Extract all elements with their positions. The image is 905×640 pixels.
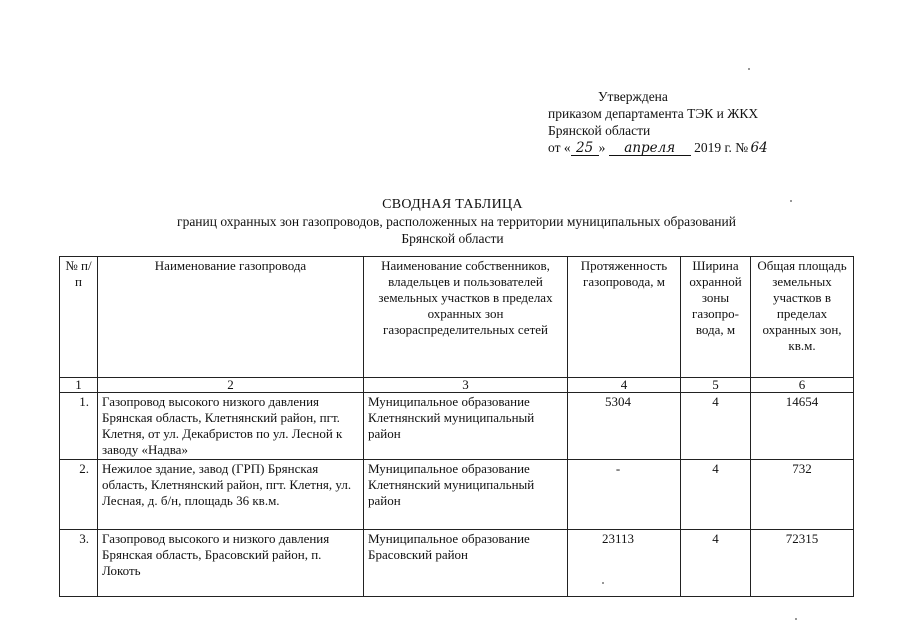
table-row	[60, 393, 854, 460]
row-owner: Муниципальное образование Брасовский район	[364, 530, 568, 597]
row-number: 3.	[60, 530, 98, 597]
row-length: -	[568, 460, 681, 530]
approval-order: приказом департамента ТЭК и ЖКХ	[548, 106, 759, 121]
approval-title: Утверждена	[598, 89, 668, 104]
table-row	[60, 530, 854, 597]
document-title: СВОДНАЯ ТАБЛИЦА	[382, 197, 523, 212]
approval-block	[548, 88, 770, 156]
header-length: Протяженность газопровода, м	[568, 257, 681, 378]
scan-speck	[602, 582, 604, 584]
row-area: 14654	[751, 393, 854, 460]
row-zone-width: 4	[681, 460, 751, 530]
handwritten-number: 64	[750, 140, 768, 156]
document-subtitle: границ охранных зон газопроводов, расположенных на территории муниципальных образований	[177, 214, 736, 229]
row-length: 23113	[568, 530, 681, 597]
row-length: 5304	[568, 393, 681, 460]
quote-close: »	[598, 140, 606, 155]
row-area: 732	[751, 460, 854, 530]
header-total-area: Общая площадь земельных участков в пределах охранных зон, кв.м.	[751, 257, 854, 378]
column-number: 5	[681, 378, 751, 393]
row-pipeline-name: Газопровод высокого низкого давления Брянская область, Клетнянский район, пгт. Клетня, от ул. Декабристов по ул. Лесной к заводу «Надва»	[98, 393, 364, 460]
document-title-block	[0, 196, 905, 247]
scan-speck	[790, 200, 792, 202]
approval-region: Брянской области	[548, 123, 651, 138]
column-number: 2	[98, 378, 364, 393]
header-zone-width: Ширина охранной зоны газопро-вода, м	[681, 257, 751, 378]
table-header-row	[60, 257, 854, 378]
date-prefix: от «	[548, 140, 571, 155]
row-number: 1.	[60, 393, 98, 460]
approval-date-line	[548, 139, 770, 156]
row-pipeline-name: Нежилое здание, завод (ГРП) Брянская область, Клетнянский район, пгт. Клетня, ул. Лесная, д. б/н, площадь 36 кв.м.	[98, 460, 364, 530]
row-owner: Муниципальное образование Клетнянский муниципальный район	[364, 393, 568, 460]
row-zone-width: 4	[681, 530, 751, 597]
column-number: 4	[568, 378, 681, 393]
scan-speck	[795, 618, 797, 620]
row-pipeline-name: Газопровод высокого и низкого давления Брянская область, Брасовский район, п. Локоть	[98, 530, 364, 597]
column-number-row	[60, 378, 854, 393]
row-owner: Муниципальное образование Клетнянский муниципальный район	[364, 460, 568, 530]
row-number: 2.	[60, 460, 98, 530]
header-number: № п/п	[60, 257, 98, 378]
summary-table	[59, 256, 854, 597]
row-zone-width: 4	[681, 393, 751, 460]
table-row	[60, 460, 854, 530]
year-text: 2019 г.	[694, 140, 732, 155]
header-owners: Наименование собственников, владельцев и пользователей земельных участков в пределах охранных зон газораспределительных сетей	[364, 257, 568, 378]
number-sign: №	[735, 140, 749, 155]
column-number: 1	[60, 378, 98, 393]
scan-speck	[748, 68, 750, 70]
row-area: 72315	[751, 530, 854, 597]
header-pipeline-name: Наименование газопровода	[98, 257, 364, 378]
handwritten-month: апреля	[609, 141, 691, 156]
column-number: 6	[751, 378, 854, 393]
document-subtitle-region: Брянской области	[401, 231, 504, 246]
handwritten-day: 25	[571, 141, 599, 156]
column-number: 3	[364, 378, 568, 393]
